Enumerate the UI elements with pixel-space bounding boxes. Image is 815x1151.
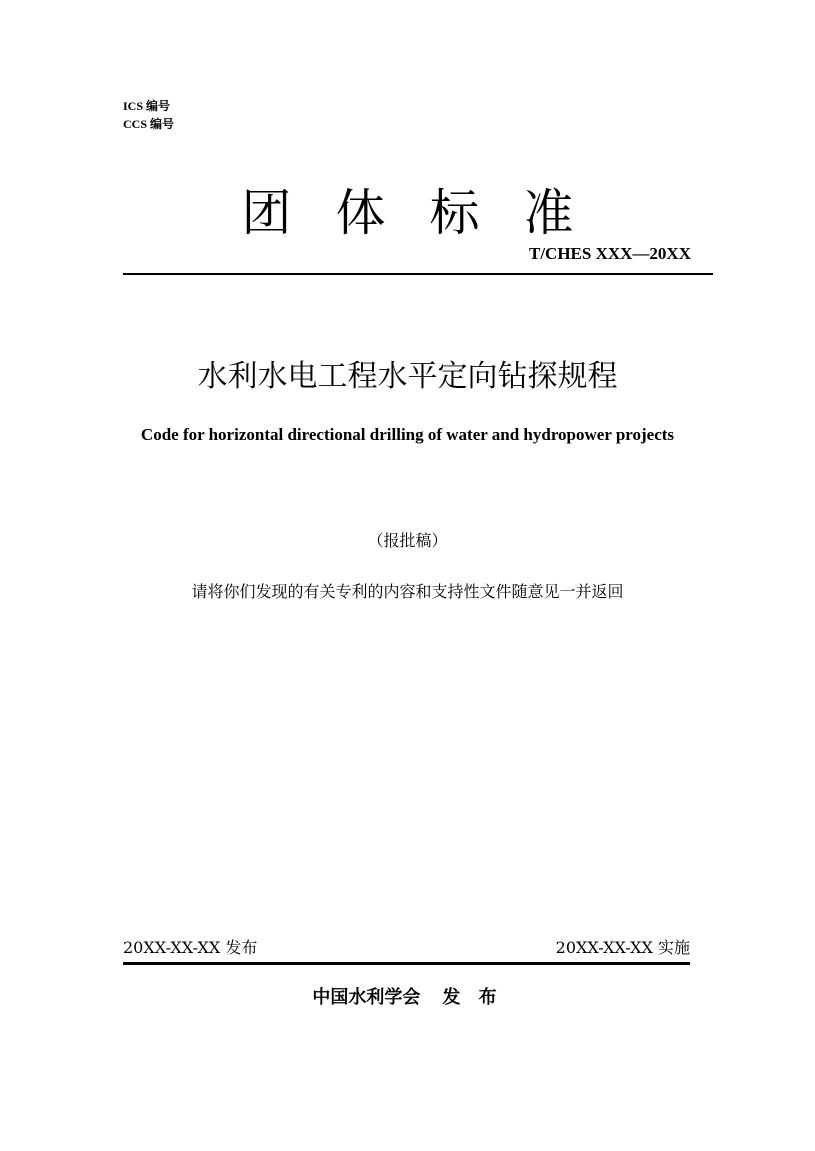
ccs-number: CCS 编号: [123, 117, 175, 131]
footer-divider: [123, 962, 690, 965]
publish-label: 发 布: [442, 987, 503, 1008]
issue-date: 20XX-XX-XX 发布: [123, 938, 258, 957]
doc-type-char: 团: [241, 184, 292, 242]
document-type-heading: [0, 182, 815, 244]
title-english: Code for horizontal directional drilling of water and hydropower projects: [140, 425, 675, 444]
publisher-organization: 中国水利学会: [312, 987, 421, 1008]
header-divider: [123, 273, 713, 275]
doc-type-char: 标: [429, 184, 480, 242]
patent-notice: 请将你们发现的有关专利的内容和支持性文件随意见一并返回: [191, 582, 624, 601]
ics-number: ICS 编号: [123, 99, 171, 113]
doc-type-char: 准: [523, 184, 574, 242]
standard-number: T/CHES XXX—20XX: [529, 244, 691, 263]
title-chinese: 水利水电工程水平定向钻探规程: [197, 359, 618, 394]
implementation-date: 20XX-XX-XX 实施: [555, 938, 690, 957]
publisher-line: [0, 983, 815, 1009]
draft-status-label: （报批稿）: [367, 531, 448, 550]
doc-type-char: 体: [335, 184, 386, 242]
